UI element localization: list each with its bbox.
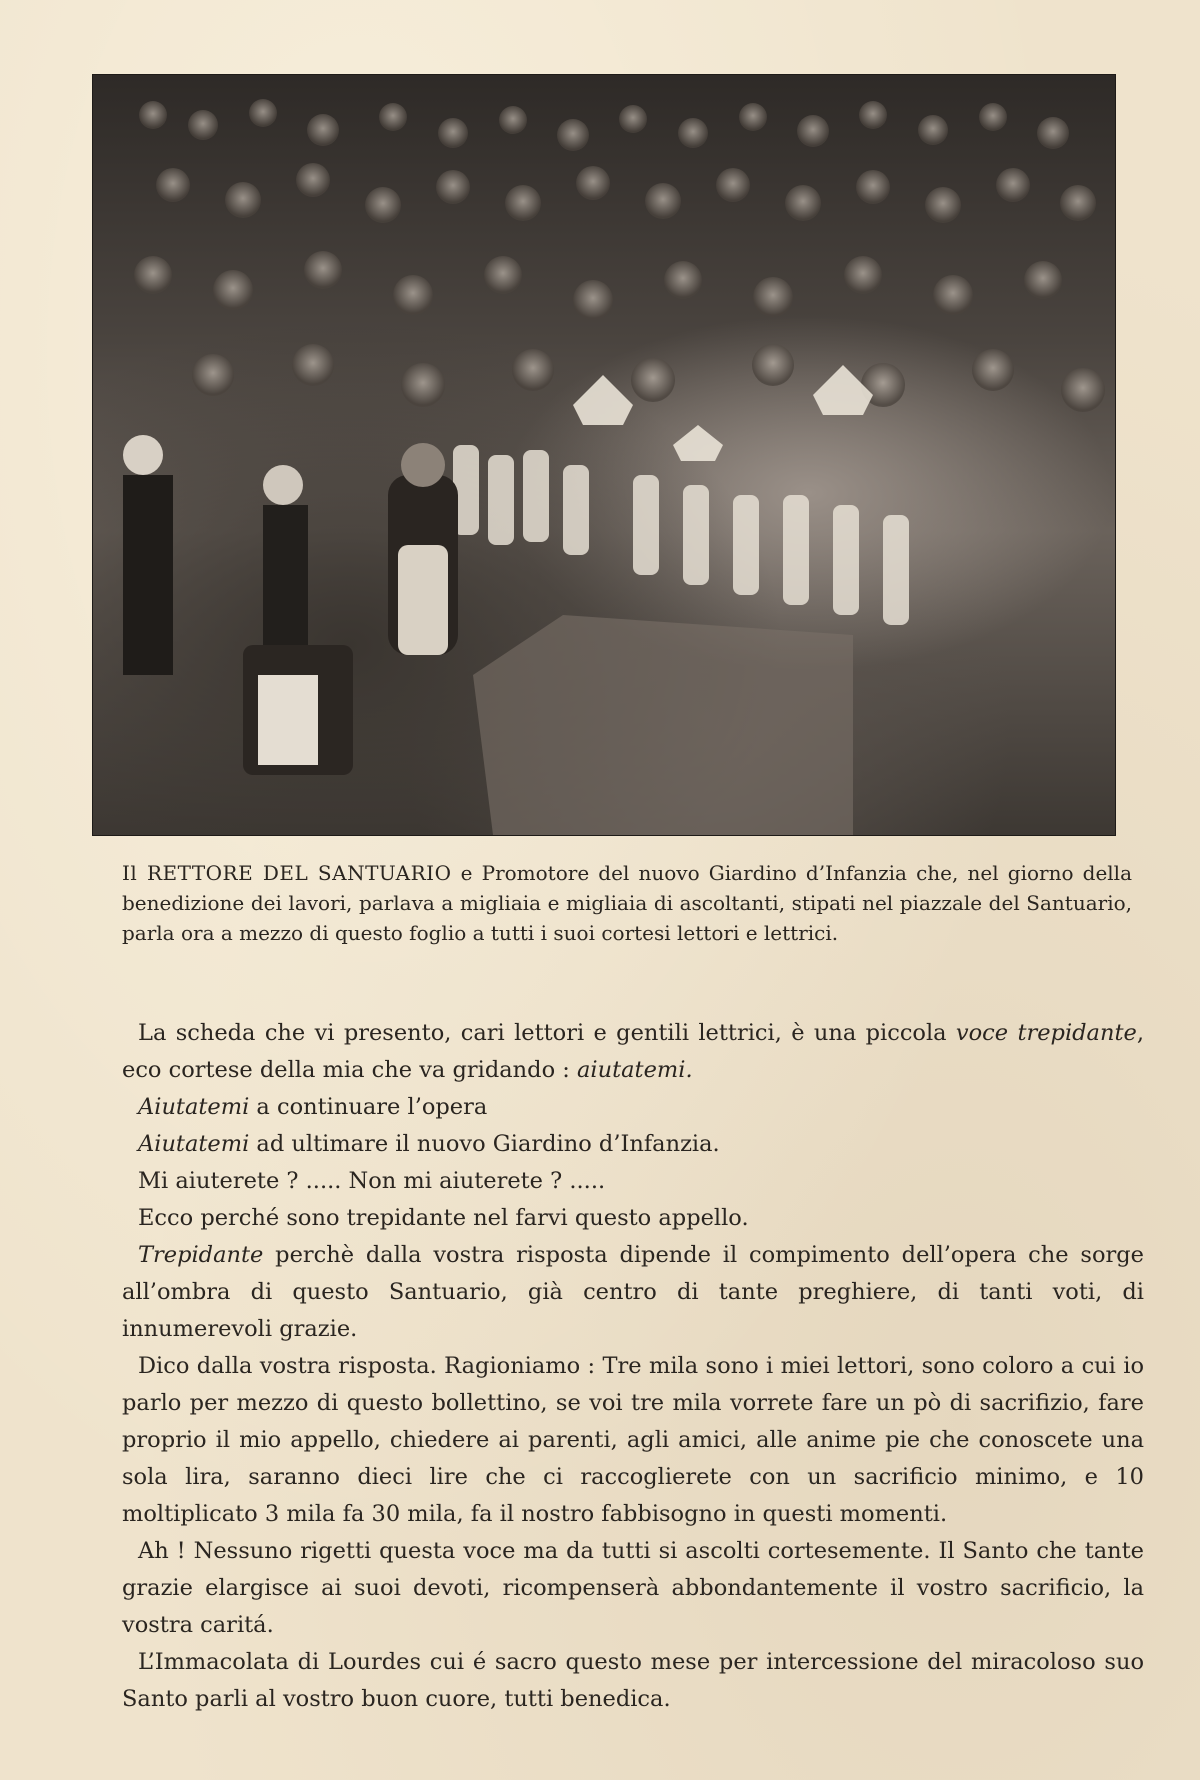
caption-text: e Promotore del nuovo Giardino d’Infanzia che, nel giorno della benedizione dei lavori, parlava a migliaia e migliaia di ascoltanti, stipati nel piazzale del Santuario, parla ora a mezzo di questo foglio a tutti i suoi cortesi lettori e lettrici.: [122, 861, 1133, 945]
paragraph-7: Dico dalla vostra risposta. Ragioniamo : Tre mila sono i miei lettori, sono coloro a cui io parlo per mezzo di questo bollettino, se voi tre mila vorrete fare un pò di sacrifizio, fare proprio il mio appello, chiedere ai parenti, agli amici, alle anime pie che conoscete una sola lira, saranno dieci lire che ci raccoglierete con un sacrificio minimo, e 10 moltiplicato 3 mila fa 30 mila, fa il nostro fabbisogno in questi momenti.: [122, 1353, 1144, 1527]
paragraph-8: Ah ! Nessuno rigetti questa voce ma da tutti si ascolti cortesemente. Il Santo che tante grazie elargisce ai suoi devoti, ricompenserà abbondantemente il vostro sacrificio, la vostra caritá.: [122, 1538, 1144, 1638]
p6-emphasis: Trepidante: [138, 1242, 264, 1268]
p3-text: ad ultimare il nuovo Giardino d’Infanzia.: [249, 1131, 720, 1157]
p1-emphasis: voce trepidante: [955, 1020, 1137, 1046]
paragraph-6: [122, 1237, 1144, 1348]
p2-emphasis: Aiutatemi: [138, 1094, 250, 1120]
p1-text-a: La scheda che vi presento, cari lettori e gentili lettrici, è una piccola: [138, 1020, 956, 1046]
photo-caption: [122, 858, 1132, 948]
paragraph-2: [122, 1089, 1144, 1126]
crowd-photograph: [92, 74, 1116, 836]
paragraph-5: Ecco perché sono trepidante nel farvi questo appello.: [138, 1205, 749, 1231]
p1-emphasis-2: aiutatemi.: [577, 1057, 693, 1083]
paragraph-4: Mi aiuterete ? ..... Non mi aiuterete ? .....: [138, 1168, 606, 1194]
p3-emphasis: Aiutatemi: [138, 1131, 250, 1157]
appeal-text: [122, 1015, 1144, 1718]
caption-lead: Il RETTORE DEL SANTUARIO: [122, 861, 452, 885]
p1-text-b: , eco cortese della mia che va gridando :: [122, 1020, 1144, 1083]
paragraph-3: [122, 1126, 1144, 1163]
p6-text: perchè dalla vostra risposta dipende il compimento dell’opera che sorge all’ombra di questo Santuario, già centro di tante preghiere, di tanti voti, di innumerevoli grazie.: [122, 1242, 1144, 1342]
paragraph-9: L’Immacolata di Lourdes cui é sacro questo mese per intercessione del miracoloso suo Santo parli al vostro buon cuore, tutti benedica.: [122, 1649, 1144, 1712]
p2-text: a continuare l’opera: [249, 1094, 488, 1120]
paragraph-1: [122, 1015, 1144, 1089]
crowd-photo-icon: [93, 75, 1115, 835]
